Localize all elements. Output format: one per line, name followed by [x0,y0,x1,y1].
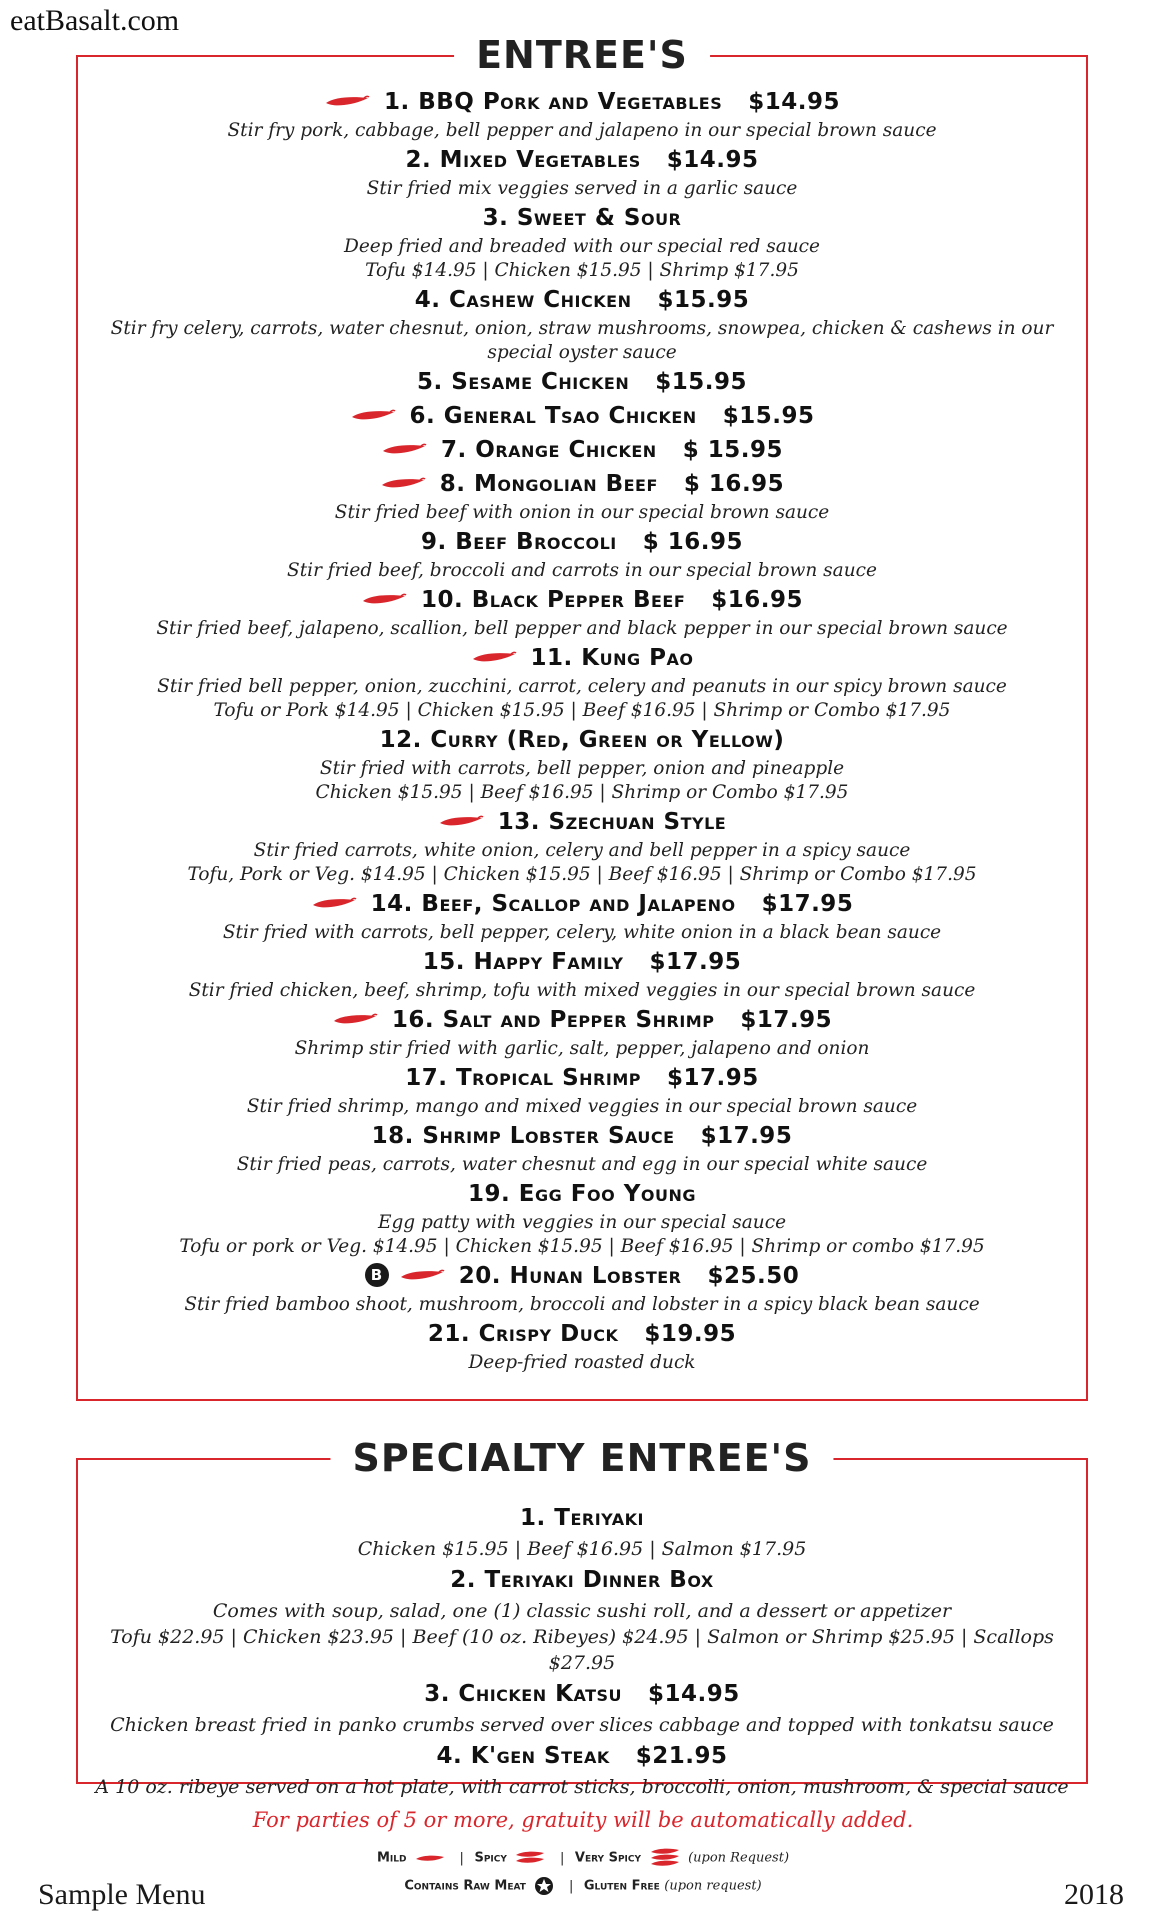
entree-item [78,365,1086,399]
entree-item-description: Stir fried beef with onion in our special brown sauce [334,502,830,523]
legend-spicy-label: Spicy [474,1850,507,1866]
site-url[interactable]: eatBasalt.com [10,4,180,37]
entree-item-heading [78,1317,1086,1351]
raw-meat-icon [534,1876,554,1896]
legend-upon-request: (upon Request) [688,1850,790,1866]
entree-item-heading [78,467,1086,501]
very-spicy-pepper-icon [650,1848,680,1868]
entree-item-price: $15.95 [655,369,747,395]
entree-item-heading [78,399,1086,433]
entree-item [78,85,1086,143]
entree-item-price: $14.95 [666,147,759,173]
specialty-item [78,1562,1086,1676]
entree-item-title: 18. Shrimp Lobster Sauce [371,1123,675,1149]
specialty-item-title: 2. Teriyaki Dinner Box [450,1567,714,1593]
specialty-item-heading [78,1738,1086,1774]
entree-item-title: 2. Mixed Vegetables [405,147,641,173]
chili-pepper-icon [311,896,357,910]
legend-gluten-free-label: Gluten Free [583,1878,660,1894]
entree-item-title: 8. Mongolian Beef [439,471,658,497]
specialty-list [78,1500,1086,1800]
entree-item-heading [78,1259,1086,1293]
entree-item-title: 4. Cashew Chicken [414,287,632,313]
specialty-item-heading [78,1500,1086,1536]
entree-item-description: Stir fried shrimp, mango and mixed veggies in our special brown sauce [246,1096,918,1117]
entree-item-prices: Chicken $15.95 | Beef $16.95 | Shrimp or Combo $17.95 [315,782,849,803]
entree-item [78,805,1086,887]
entree-item-title: 6. General Tsao Chicken [409,403,697,429]
entree-item [78,525,1086,583]
entree-item-price: $ 16.95 [642,529,744,555]
legend-raw-meat-label: Contains Raw Meat [404,1878,526,1894]
entree-item-description: Stir fried bamboo shoot, mushroom, broccoli and lobster in a spicy black bean sauce [184,1294,980,1315]
entrees-title: ENTREE'S [454,33,710,77]
entree-item-description: Stir fried bell pepper, onion, zucchini, carrot, celery and peanuts in our spicy brown sauce [157,676,1007,697]
entree-item [78,641,1086,723]
chili-pepper-icon [361,592,407,606]
entree-item [78,143,1086,201]
entree-item-prices: Tofu $14.95 | Chicken $15.95 | Shrimp $17.95 [365,260,799,281]
specialty-item-prices: Tofu $22.95 | Chicken $23.95 | Beef (10 oz. Ribeyes) $24.95 | Salmon or Shrimp $25.95 | Scallops $27.95 [110,1626,1054,1674]
legend-very-spicy-label: Very Spicy [574,1850,642,1866]
entree-item-price: $ 16.95 [683,471,785,497]
entree-item-title: 9. Beef Broccoli [420,529,617,555]
chili-pepper-icon [471,650,517,664]
entree-item [78,1003,1086,1061]
footer-year: 2018 [1064,1878,1124,1911]
specialty-item-price: $14.95 [648,1681,740,1707]
diet-legend: Contains Raw Meat | Gluten Free (upon request) [0,1876,1166,1896]
entree-item-heading [78,723,1086,757]
entrees-section [76,33,1088,1401]
specialty-item [78,1500,1086,1562]
entree-item-price: $17.95 [740,1007,833,1033]
entree-item-title: 10. Black Pepper Beef [420,587,686,613]
specialty-item-title: 4. K'gen Steak [436,1743,610,1769]
entree-item-heading [78,583,1086,617]
entree-item [78,1317,1086,1375]
chili-pepper-icon [380,476,426,490]
specialty-item-heading [78,1562,1086,1598]
entree-item-price: $17.95 [666,1065,759,1091]
chili-pepper-icon [381,442,427,456]
spicy-pepper-icon [515,1850,545,1866]
chili-pepper-icon [350,408,396,422]
entree-item-title: 16. Salt and Pepper Shrimp [391,1007,715,1033]
entree-item-price: $25.50 [707,1263,800,1289]
specialty-section [76,1436,1088,1798]
entree-item-title: 11. Kung Pao [530,645,694,671]
entree-item-price: $15.95 [657,287,750,313]
entree-item-heading [78,433,1086,467]
entree-item-title: 5. Sesame Chicken [417,369,630,395]
entree-item-description: Stir fried with carrots, bell pepper, onion and pineapple [319,758,845,779]
entree-item-title: 7. Orange Chicken [441,437,657,463]
entree-item-title: 21. Crispy Duck [427,1321,619,1347]
footer-sample-menu: Sample Menu [38,1878,206,1911]
entree-item-heading [78,805,1086,839]
entree-item-title: 1. BBQ Pork and Vegetables [383,89,723,115]
entree-item-title: 12. Curry (Red, Green or Yellow) [379,727,785,753]
entree-item-title: 13. Szechuan Style [497,809,727,835]
entree-item [78,583,1086,641]
entree-item-heading [78,143,1086,177]
entree-item-heading [78,945,1086,979]
entree-item-title: 20. Hunan Lobster [458,1263,682,1289]
entree-item-description: Deep fried and breaded with our special red sauce [344,236,820,257]
entree-item-price: $19.95 [644,1321,737,1347]
legend-gluten-note: (upon request) [664,1878,762,1894]
entree-item-description: Stir fried chicken, beef, shrimp, tofu with mixed veggies in our special brown sauce [188,980,976,1001]
entree-item-description: Stir fry pork, cabbage, bell pepper and jalapeno in our special brown sauce [227,120,937,141]
specialty-item [78,1676,1086,1738]
entree-item-heading [78,1119,1086,1153]
specialty-item-title: 3. Chicken Katsu [424,1681,623,1707]
legend-mild-label: Mild [376,1850,407,1866]
entree-item-price: $ 15.95 [682,437,783,463]
entree-item [78,467,1086,525]
entree-item-heading [78,85,1086,119]
specialty-item-prices: Chicken $15.95 | Beef $16.95 | Salmon $17.95 [357,1538,807,1560]
entree-item-price: $15.95 [722,403,815,429]
entree-item-heading [78,1003,1086,1037]
entree-item-title: 19. Egg Foo Young [468,1181,696,1207]
entree-item-description: Deep-fried roasted duck [468,1352,696,1373]
chili-pepper-icon [324,94,370,108]
entree-item-description: Stir fried mix veggies served in a garlic sauce [366,178,798,199]
entree-item-heading [78,283,1086,317]
entree-item-description: Stir fried peas, carrots, water chesnut and egg in our special white sauce [236,1154,928,1175]
badge-icon: B [365,1263,389,1287]
spice-legend: Mild | Spicy | Very Spicy (upon Request) [0,1848,1166,1868]
entree-item [78,283,1086,365]
specialty-item [78,1738,1086,1800]
specialty-item-description: A 10 oz. ribeye served on a hot plate, with carrot sticks, broccolli, onion, mushroom, & special sauce [95,1776,1069,1798]
entree-item-heading [78,365,1086,399]
entree-item-heading [78,1061,1086,1095]
chili-pepper-icon [399,1268,445,1282]
specialty-title: SPECIALTY ENTREE'S [330,1436,833,1480]
entree-item-prices: Tofu or pork or Veg. $14.95 | Chicken $15.95 | Beef $16.95 | Shrimp or combo $17.95 [179,1236,985,1257]
specialty-item-title: 1. Teriyaki [520,1505,644,1531]
entree-item-description: Stir fried carrots, white onion, celery and bell pepper in a spicy sauce [253,840,911,861]
entree-item-price: $17.95 [700,1123,793,1149]
entree-item [78,201,1086,283]
entree-item [78,1177,1086,1259]
entree-item [78,1119,1086,1177]
entree-item-heading [78,525,1086,559]
entree-item [78,723,1086,805]
gratuity-note: For parties of 5 or more, gratuity will be automatically added. [252,1808,914,1832]
entree-item-description: Shrimp stir fried with garlic, salt, pepper, jalapeno and onion [294,1038,870,1059]
entree-item-heading [78,887,1086,921]
specialty-item-description: Comes with soup, salad, one (1) classic sushi roll, and a dessert or appetizer [212,1600,952,1622]
entree-item-description: Stir fried beef, jalapeno, scallion, bell pepper and black pepper in our special brown sauce [156,618,1008,639]
entree-item-price: $16.95 [711,587,804,613]
specialty-item-price: $21.95 [635,1743,728,1769]
specialty-item-description: Chicken breast fried in panko crumbs served over slices cabbage and topped with tonkatsu sauce [110,1714,1054,1736]
entree-item-price: $17.95 [761,891,854,917]
entree-item [78,1061,1086,1119]
chili-pepper-icon [332,1012,378,1026]
entree-item-price: $14.95 [748,89,841,115]
entree-item-description: Stir fried with carrots, bell pepper, celery, white onion in a black bean sauce [222,922,942,943]
entree-item [78,1259,1086,1317]
entree-item [78,945,1086,1003]
entrees-list [78,85,1086,1375]
entree-item-prices: Tofu, Pork or Veg. $14.95 | Chicken $15.95 | Beef $16.95 | Shrimp or Combo $17.95 [187,864,977,885]
entree-item-heading [78,1177,1086,1211]
entree-item [78,433,1086,467]
mild-pepper-icon [415,1853,445,1863]
entree-item [78,399,1086,433]
chili-pepper-icon [438,814,484,828]
entree-item-description: Stir fry celery, carrots, water chesnut, onion, straw mushrooms, snowpea, chicken & cashews in our special oyster sauce [110,318,1054,363]
entree-item-price: $17.95 [649,949,742,975]
entree-item-description: Stir fried beef, broccoli and carrots in our special brown sauce [287,560,877,581]
entree-item-heading [78,201,1086,235]
entree-item-heading [78,641,1086,675]
entree-item-title: 3. Sweet & Sour [482,205,682,231]
entree-item-title: 15. Happy Family [422,949,624,975]
entree-item-prices: Tofu or Pork $14.95 | Chicken $15.95 | Beef $16.95 | Shrimp or Combo $17.95 [213,700,951,721]
entree-item-title: 17. Tropical Shrimp [405,1065,641,1091]
entree-item-title: 14. Beef, Scallop and Jalapeno [370,891,736,917]
specialty-item-heading [78,1676,1086,1712]
entree-item [78,887,1086,945]
entree-item-description: Egg patty with veggies in our special sauce [377,1212,787,1233]
